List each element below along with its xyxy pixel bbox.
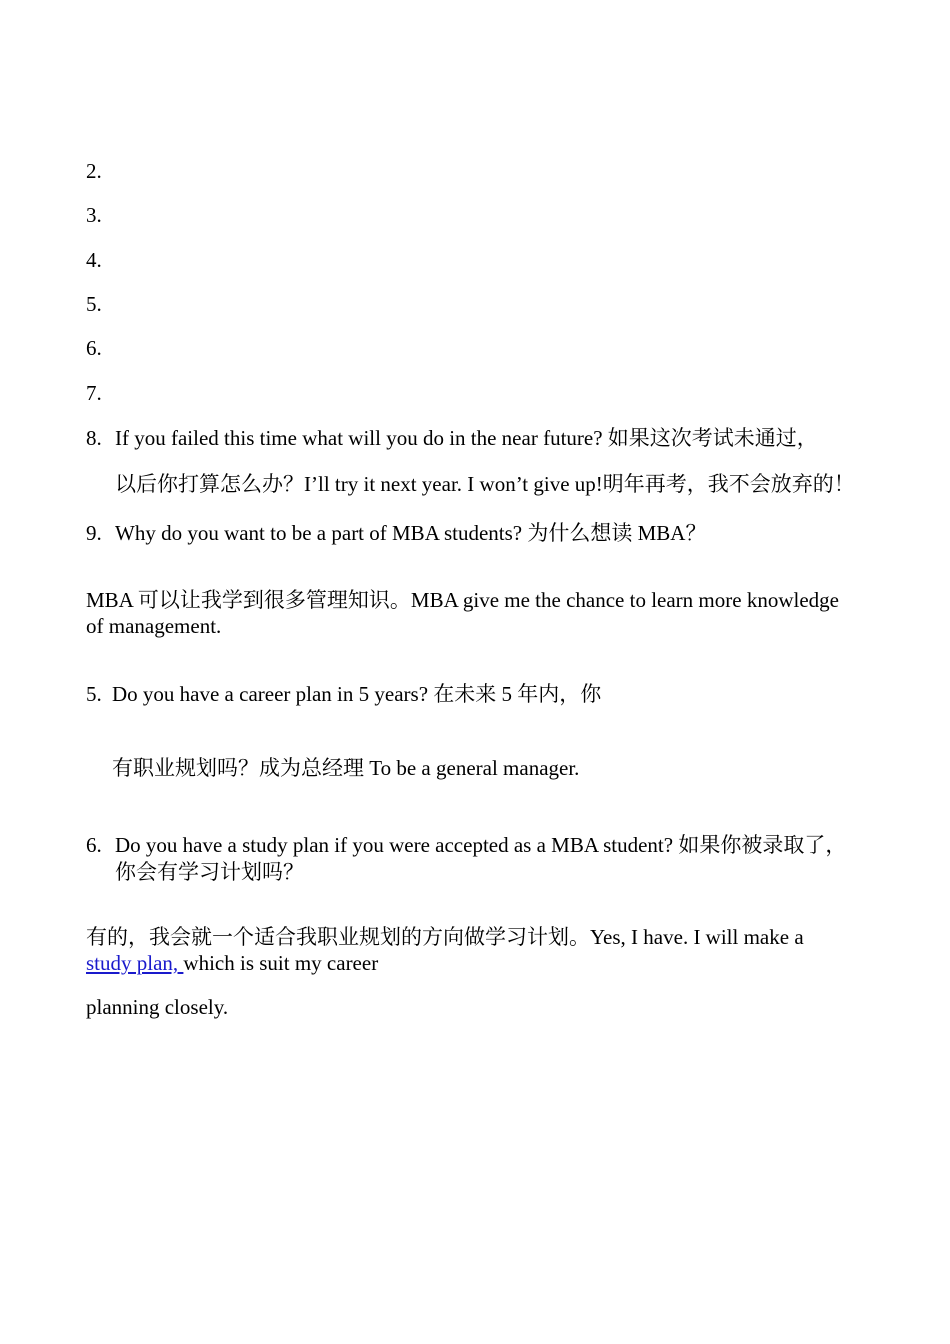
question-5-line2: 有职业规划吗？成为总经理 To be a general manager. [112,756,580,780]
list-number-2: 2. [86,159,102,183]
study-plan-link[interactable]: study plan, [86,951,184,975]
list-number-7: 7. [86,381,102,405]
question-5-number: 5. [86,682,102,706]
question-5-line1: Do you have a career plan in 5 years? 在未来 5 年内，你 [112,682,602,706]
question-8-line1: If you failed this time what will you do in the near future? 如果这次考试未通过， [115,426,818,450]
answer-6-line3: planning closely. [86,995,229,1019]
question-8-line2: 以后你打算怎么办？I’ll try it next year. I won’t give up!明年再考，我不会放弃的！ [115,472,855,496]
list-number-3: 3. [86,203,102,227]
question-6-line1: Do you have a study plan if you were accepted as a MBA student? 如果你被录取了， [115,833,847,857]
list-number-5: 5. [86,292,102,316]
answer-9-line2: of management. [86,614,222,638]
answer-6-line2 [86,950,378,976]
answer-6-line1: 有的，我会就一个适合我职业规划的方向做学习计划。Yes, I have. I will make a [86,925,804,949]
question-9-number: 9. [86,521,102,545]
answer-9-line1: MBA 可以让我学到很多管理知识。MBA give me the chance to learn more knowledge [86,588,839,612]
question-6-number: 6. [86,833,102,857]
question-6-line2: 你会有学习计划吗？ [115,860,304,884]
question-8-number: 8. [86,426,102,450]
question-9-line1: Why do you want to be a part of MBA students? 为什么想读 MBA？ [115,521,707,545]
list-number-4: 4. [86,248,102,272]
answer-6-line2-rest: which is suit my career [183,951,379,975]
list-number-6: 6. [86,336,102,360]
